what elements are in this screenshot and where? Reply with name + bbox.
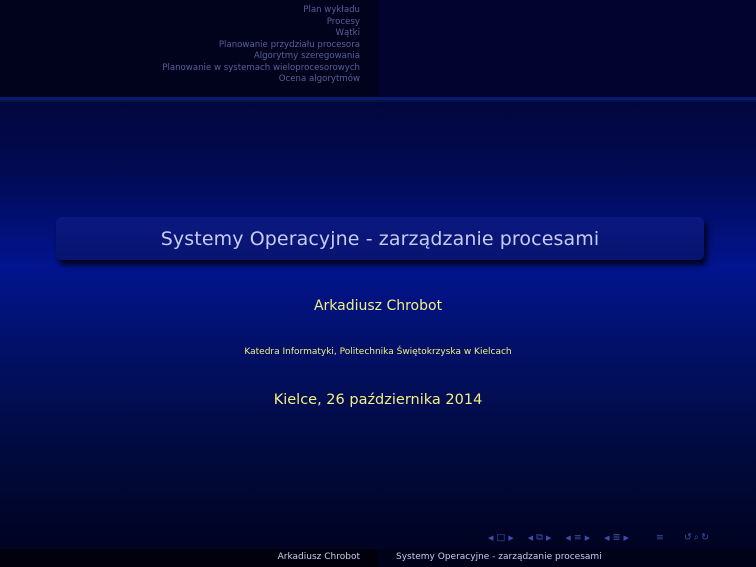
prev-slide-icon[interactable]: ◀ [488, 534, 494, 542]
slide-frame-icon[interactable]: □ [496, 532, 506, 543]
header-divider-shadow [0, 100, 756, 102]
headline [0, 0, 756, 97]
nav-item-watki[interactable]: Wątki [335, 28, 360, 38]
nav-item-procesy[interactable]: Procesy [326, 16, 360, 27]
footer-author: Arkadiusz Chrobot [277, 552, 360, 562]
next-section-icon[interactable]: ▶ [623, 534, 629, 542]
nav-item-algorytmy-szeregowania[interactable]: Algorytmy szeregowania [253, 51, 360, 61]
institute: Katedra Informatyki, Politechnika Świętokrzyska w Kielcach [244, 347, 512, 357]
author: Arkadiusz Chrobot [313, 298, 443, 314]
next-frame-icon[interactable]: ▶ [545, 534, 552, 542]
subsection-icon[interactable]: ≡ [573, 532, 582, 543]
section-icon[interactable]: ≣ [612, 532, 621, 543]
slide-title: Systemy Operacyjne - zarządzanie procesami [160, 227, 600, 250]
nav-item-ocena-algorytmow[interactable]: Ocena algorytmów [278, 74, 360, 84]
nav-item-planowanie-przydzialu[interactable]: Planowanie przydziału procesora [218, 39, 360, 50]
search-icon[interactable]: ⌕ [693, 532, 700, 543]
subsection-navigation [378, 0, 756, 97]
frame-stack-icon[interactable]: ⧉ [536, 532, 543, 543]
navigation-symbols [486, 531, 710, 545]
footer-author-box [0, 549, 378, 567]
redo-icon[interactable]: ↻ [701, 532, 710, 543]
section-list [0, 0, 378, 86]
prev-section-icon[interactable]: ◀ [604, 534, 610, 542]
date: Kielce, 26 października 2014 [273, 392, 483, 408]
footer-title: Systemy Operacyjne - zarządzanie procesami [396, 552, 602, 562]
nav-item-plan-wykladu[interactable]: Plan wykładu [303, 5, 360, 15]
prev-frame-icon[interactable]: ◀ [527, 534, 534, 542]
nav-item-planowanie-wieloprocesorowe[interactable]: Planowanie w systemach wieloprocesorowych [162, 62, 360, 73]
section-navigation [0, 0, 378, 97]
next-slide-icon[interactable]: ▶ [508, 534, 514, 542]
next-subsection-icon[interactable]: ▶ [584, 534, 591, 542]
footer-title-box [378, 549, 756, 567]
prev-subsection-icon[interactable]: ◀ [565, 534, 571, 542]
undo-icon[interactable]: ↺ [683, 532, 692, 543]
title-block [56, 217, 704, 260]
appendix-icon[interactable]: ≡ [655, 532, 664, 543]
